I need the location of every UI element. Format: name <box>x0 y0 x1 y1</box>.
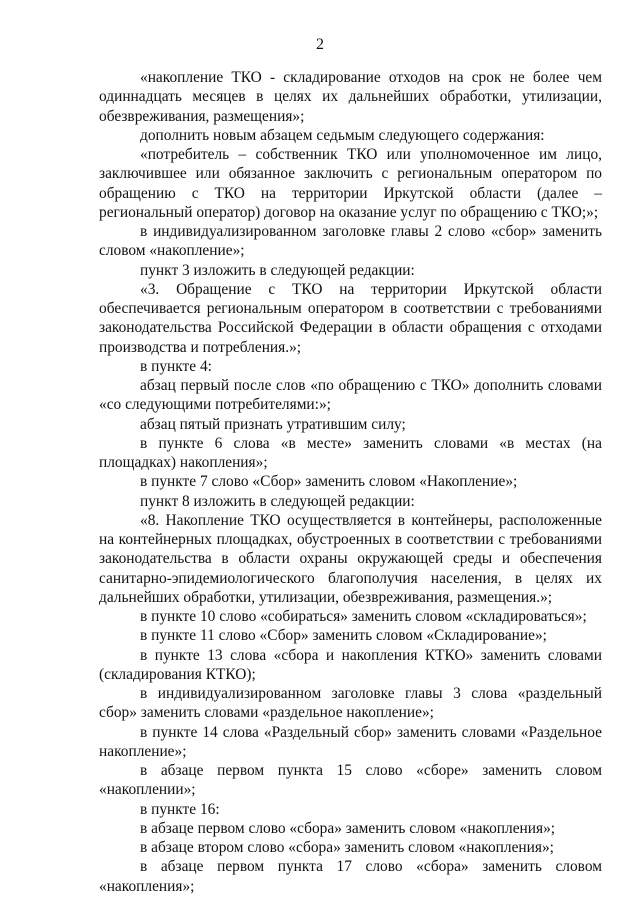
paragraph: в абзаце первом пункта 17 слово «сбора» заменить словом «накопления»; <box>99 858 602 895</box>
paragraph: в абзаце первом слово «сбора» заменить словом «накопления»; <box>140 819 556 837</box>
page-number: 2 <box>316 36 324 53</box>
paragraph: в индивидуализированном заголовке главы 3 слова «раздельный сбор» заменить словами «раздельное накопление»; <box>99 685 602 722</box>
paragraph: пункт 8 изложить в следующей редакции: <box>140 492 415 510</box>
paragraph: «накопление ТКО - складирование отходов на срок не более чем одиннадцать месяцев в целях их дальнейших обработки, утилизации, обезвреживания, размещения»; <box>99 69 602 125</box>
paragraph: в индивидуализированном заголовке главы 2 слово «сбор» заменить словом «накопление»; <box>99 223 602 260</box>
paragraph: в пункте 10 слово «собираться» заменить словом «складироваться»; <box>140 608 587 625</box>
paragraph: в абзаце первом пункта 15 слово «сборе» заменить словом «накоплении»; <box>99 762 602 799</box>
document-body <box>99 68 602 896</box>
paragraph: «потребитель – собственник ТКО или уполномоченное им лицо, заключившее или обязанное заключить с региональным оператором по обращению с ТКО на территории Иркутской области (далее – региональный оператор) договор на оказание услуг по обращению с ТКО;»; <box>99 146 602 221</box>
paragraph: пункт 3 изложить в следующей редакции: <box>140 261 415 279</box>
paragraph: в пункте 6 слова «в месте» заменить словами «в местах (на площадках) накопления»; <box>99 434 602 471</box>
paragraph: «8. Накопление ТКО осуществляется в контейнеры, расположенные на контейнерных площадках, обустроенных в соответствии с требованиями законодательства в области охраны окружающей среды и обеспечения санитарно-эпидемиологического благополучия населения, в целях их дальнейших обработки, утилизации, обезвреживания, размещения.»; <box>99 511 602 606</box>
paragraph: в абзаце втором слово «сбора» заменить словом «накопления»; <box>140 839 554 856</box>
paragraph: абзац первый после слов «по обращению с ТКО» дополнить словами «со следующими потребителями:»; <box>99 377 602 414</box>
paragraph: в пункте 7 слово «Сбор» заменить словом «Накопление»; <box>140 473 518 491</box>
paragraph: в пункте 11 слово «Сбор» заменить словом «Складирование»; <box>140 627 547 645</box>
paragraph: в пункте 4: <box>140 357 212 375</box>
paragraph: «3. Обращение с ТКО на территории Иркутской области обеспечивается региональным оператором в соответствии с требованиями законодательства Российской Федерации в области обращения с отходами производства и потребления.»; <box>99 280 602 356</box>
paragraph: в пункте 14 слова «Раздельный сбор» заменить словами «Раздельное накопление»; <box>99 723 602 760</box>
paragraph: дополнить новым абзацем седьмым следующего содержания: <box>140 126 545 144</box>
paragraph: абзац пятый признать утратившим силу; <box>140 415 406 433</box>
paragraph: в пункте 16: <box>140 800 220 818</box>
paragraph: в пункте 13 слова «сбора и накопления КТКО» заменить словами (складирования КТКО); <box>99 646 602 683</box>
